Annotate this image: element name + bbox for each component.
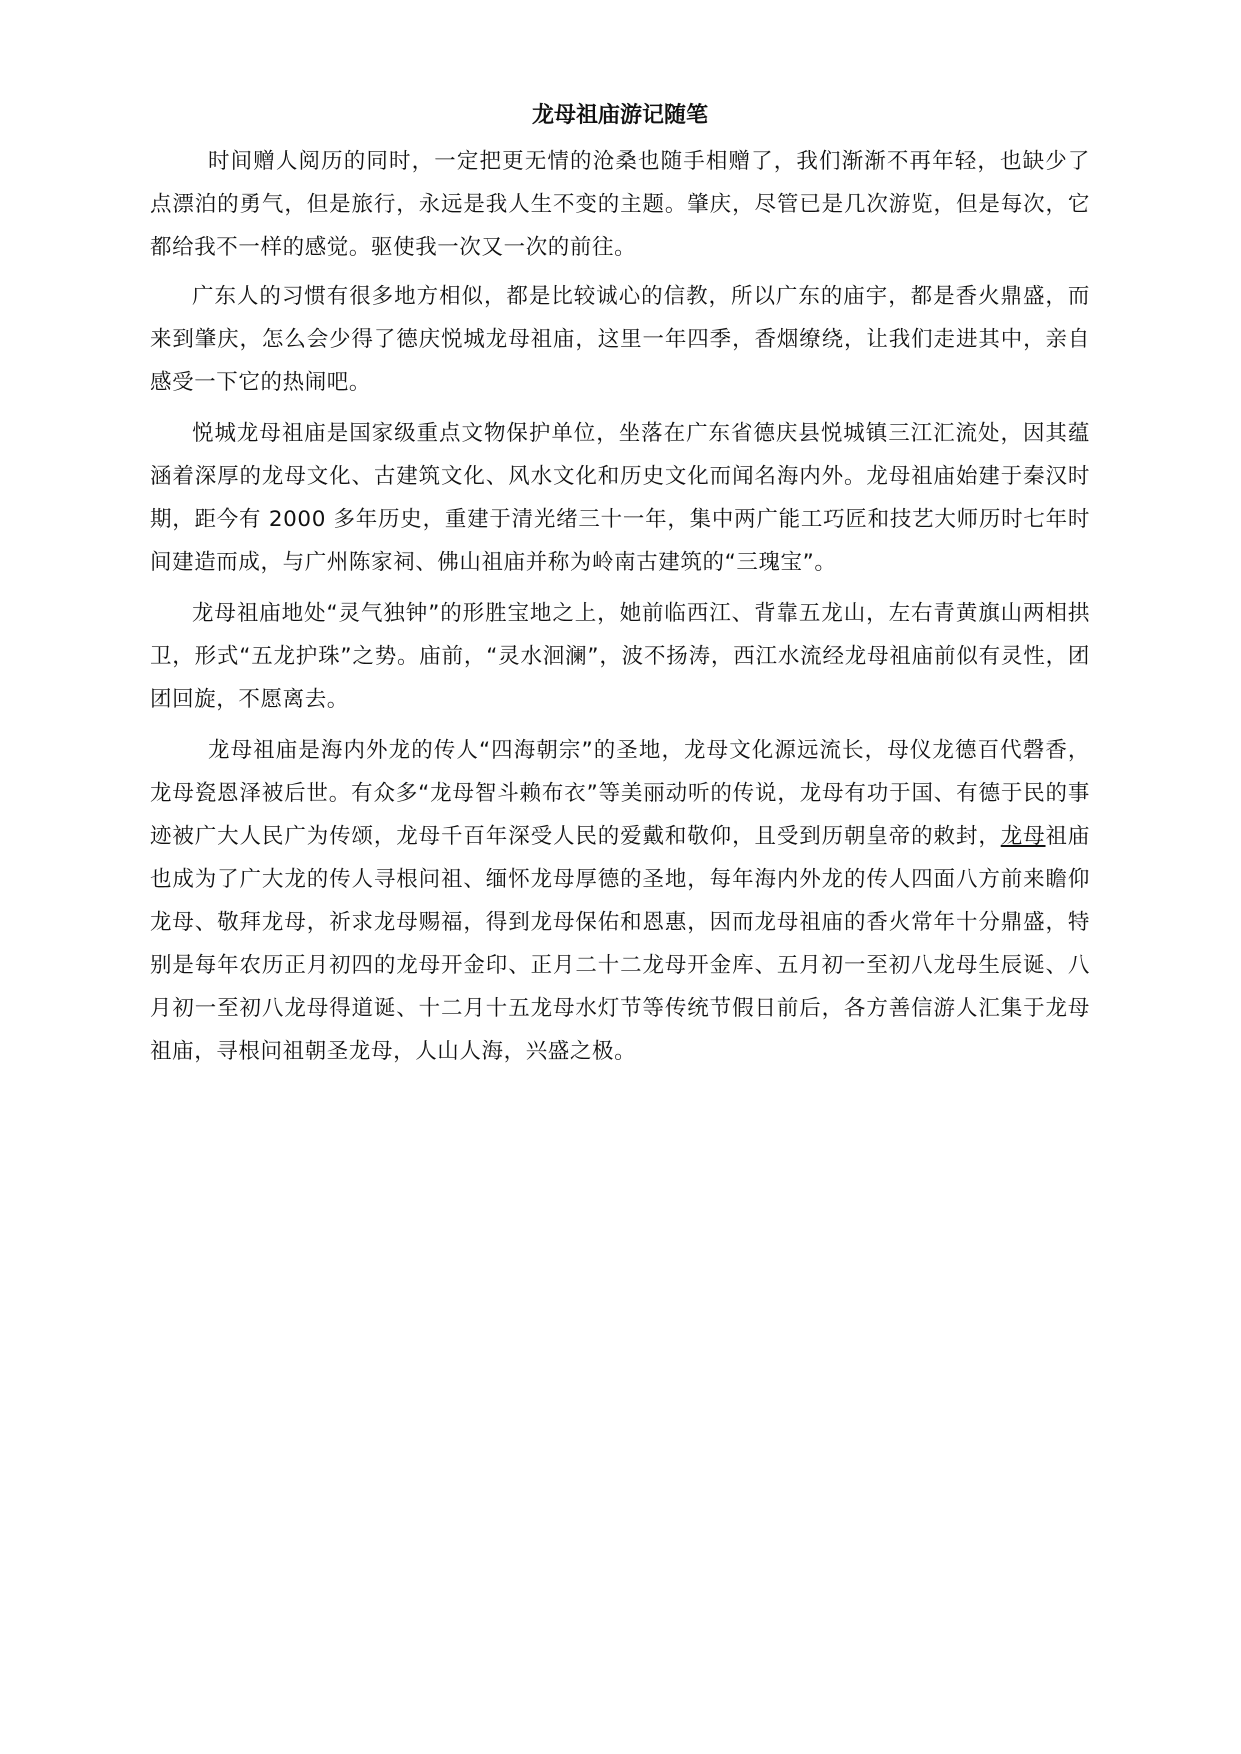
paragraph-guangdong-customs: 广东人的习惯有很多地方相似，都是比较诚心的信教，所以广东的庙宇，都是香火鼎盛，而来到肇庆，怎么会少得了德庆悦城龙母祖庙，这里一年四季，香烟缭绕，让我们走进其中，亲自感受一下它的热闹吧。 — [150, 284, 1090, 395]
paragraph-temple-location: 龙母祖庙地处“灵气独钟”的形胜宝地之上，她前临西江、背靠五龙山，左右青黄旗山两相拱卫，形式“五龙护珠”之势。庙前，“灵水洄澜”，波不扬涛，西江水流经龙母祖庙前似有灵性，团团回旋，不愿离去。 — [150, 601, 1090, 712]
paragraph-pilgrimage-part2: 祖庙也成为了广大龙的传人寻根问祖、缅怀龙母厚德的圣地，每年海内外龙的传人四面八方前来瞻仰龙母、敬拜龙母，祈求龙母赐福，得到龙母保佑和恩惠，因而龙母祖庙的香火常年十分鼎盛，特别是每年农历正月初四的龙母开金印、正月二十二龙母开金库、五月初一至初八龙母生辰诞、八月初一至初八龙母得道诞、十二月十五龙母水灯节等传统节假日前后，各方善信游人汇集于龙母祖庙，寻根问祖朝圣龙母，人山人海，兴盛之极。 — [150, 824, 1091, 1064]
paragraph-intro: 时间赠人阅历的同时，一定把更无情的沧桑也随手相赠了，我们渐渐不再年轻，也缺少了点漂泊的勇气，但是旅行，永远是我人生不变的主题。肇庆，尽管已是几次游览，但是每次，它都给我不一样的感觉。驱使我一次又一次的前往。 — [150, 149, 1090, 260]
document-page — [150, 98, 1090, 1073]
paragraph-temple-history: 悦城龙母祖庙是国家级重点文物保护单位，坐落在广东省德庆县悦城镇三江汇流处，因其蕴涵着深厚的龙母文化、古建筑文化、风水文化和历史文化而闻名海内外。龙母祖庙始建于秦汉时期，距今有 2000 多年历史，重建于清光绪三十一年，集中两广能工巧匠和技艺大师历时七年时间建造而成，与广州陈家祠、佛山祖庙并称为岭南古建筑的“三瑰宝”。 — [150, 421, 1090, 575]
paragraph-pilgrimage — [150, 729, 1090, 1073]
document-title: 龙母祖庙游记随笔 — [531, 103, 708, 128]
underlined-text: 龙母 — [1000, 824, 1046, 849]
paragraph-pilgrimage-part1: 龙母祖庙是海内外龙的传人“四海朝宗”的圣地，龙母文化源远流长，母仪龙德百代磬香，龙母瓷恩泽被后世。有众多“龙母智斗赖布衣”等美丽动听的传说，龙母有功于国、有德于民的事迹被广大人民广为传颂，龙母千百年深受人民的爱戴和敬仰，且受到历朝皇帝的敕封， — [150, 738, 1090, 849]
